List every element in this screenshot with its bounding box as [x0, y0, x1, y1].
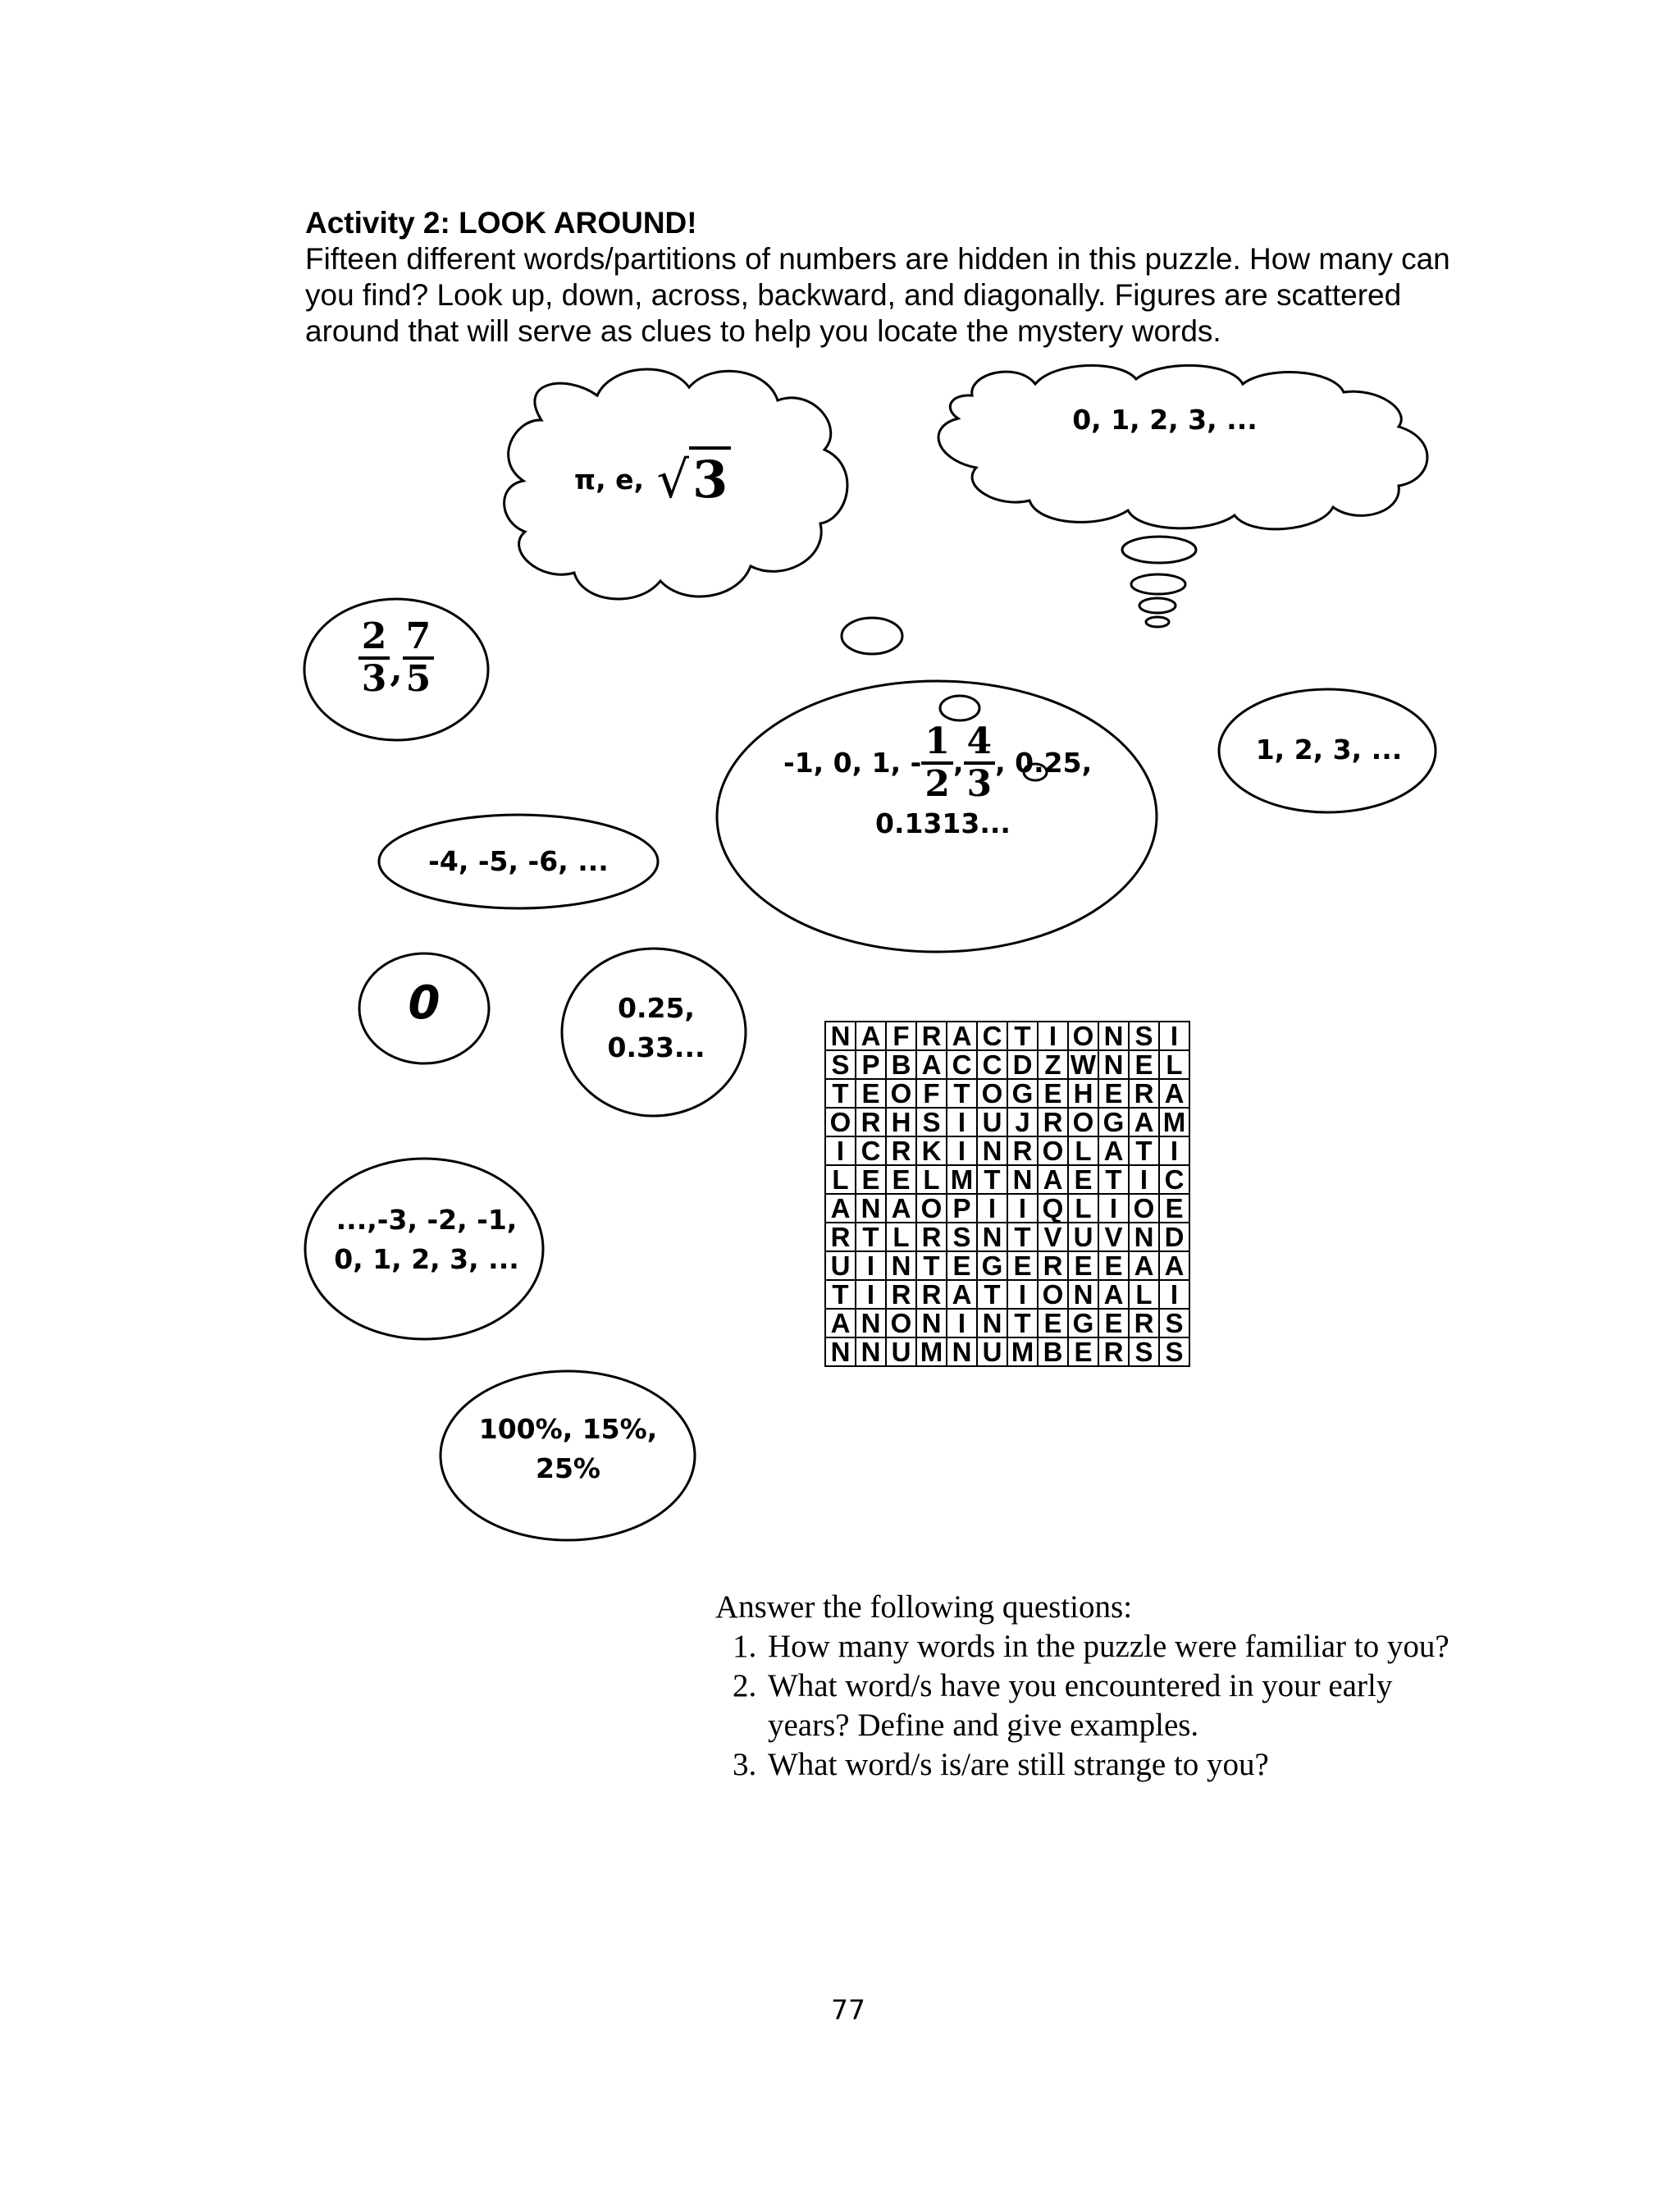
percent-line2: 25% — [536, 1452, 600, 1484]
grid-cell: T — [1129, 1136, 1159, 1165]
grid-cell: A — [1159, 1079, 1189, 1108]
grid-cell: R — [1038, 1251, 1068, 1280]
question-item: 1. How many words in the puzzle were familiar to you? — [765, 1627, 1454, 1667]
grid-cell: M — [1007, 1337, 1038, 1366]
grid-cell: N — [977, 1136, 1007, 1165]
grid-cell: T — [825, 1079, 856, 1108]
clue-real — [783, 722, 1095, 844]
grid-cell: U — [825, 1251, 856, 1280]
grid-cell: O — [886, 1309, 916, 1337]
grid-cell: S — [1129, 1337, 1159, 1366]
word-search-grid — [824, 1021, 1190, 1367]
grid-cell: G — [977, 1251, 1007, 1280]
grid-cell: N — [977, 1309, 1007, 1337]
clue-percent — [476, 1410, 660, 1488]
grid-cell: E — [1038, 1309, 1068, 1337]
grid-cell: N — [856, 1309, 886, 1337]
grid-cell: E — [1159, 1194, 1189, 1223]
grid-cell: B — [1038, 1337, 1068, 1366]
grid-cell: S — [1129, 1022, 1159, 1050]
grid-cell: N — [856, 1194, 886, 1223]
grid-cell: S — [825, 1050, 856, 1079]
grid-cell: T — [916, 1251, 947, 1280]
frac-den: 3 — [361, 658, 387, 700]
grid-row — [825, 1165, 1189, 1194]
integers-line2: 0, 1, 2, 3, ... — [334, 1242, 519, 1275]
grid-cell: I — [1038, 1022, 1068, 1050]
grid-cell: R — [1129, 1079, 1159, 1108]
grid-cell: A — [1129, 1108, 1159, 1136]
grid-cell: J — [1007, 1108, 1038, 1136]
grid-cell: O — [825, 1108, 856, 1136]
grid-cell: L — [886, 1223, 916, 1251]
grid-row — [825, 1108, 1189, 1136]
grid-cell: U — [1068, 1223, 1098, 1251]
grid-cell: S — [1159, 1309, 1189, 1337]
frac-den: 5 — [405, 658, 431, 700]
grid-cell: C — [947, 1050, 977, 1079]
grid-cell: O — [1068, 1108, 1098, 1136]
grid-cell: I — [977, 1194, 1007, 1223]
grid-cell: N — [947, 1337, 977, 1366]
grid-cell: U — [886, 1337, 916, 1366]
grid-cell: N — [1007, 1165, 1038, 1194]
grid-cell: D — [1159, 1223, 1189, 1251]
grid-cell: R — [916, 1280, 947, 1309]
grid-cell: N — [1098, 1050, 1129, 1079]
grid-cell: T — [856, 1223, 886, 1251]
grid-cell: I — [856, 1251, 886, 1280]
grid-cell: O — [886, 1079, 916, 1108]
grid-cell: R — [916, 1223, 947, 1251]
grid-cell: P — [856, 1050, 886, 1079]
grid-cell: T — [977, 1165, 1007, 1194]
grid-row — [825, 1050, 1189, 1079]
grid-cell: E — [1038, 1079, 1068, 1108]
grid-cell: T — [1098, 1165, 1129, 1194]
frac-num: 1 — [921, 722, 953, 765]
grid-cell: R — [1038, 1108, 1068, 1136]
grid-cell: I — [856, 1280, 886, 1309]
clue-fractions — [343, 617, 450, 699]
grid-cell: R — [1098, 1337, 1129, 1366]
grid-cell: N — [1129, 1223, 1159, 1251]
grid-cell: E — [1129, 1050, 1159, 1079]
grid-cell: O — [1038, 1136, 1068, 1165]
grid-cell: E — [947, 1251, 977, 1280]
grid-cell: O — [977, 1079, 1007, 1108]
frac-num: 2 — [358, 617, 390, 660]
grid-cell: C — [977, 1022, 1007, 1050]
activity-instructions: Fifteen different words/partitions of numbers are hidden in this puzzle. How many can you find? Look up, down, across, backward, and diagonally. Figures are scattered around that will serve as clues to help you locate the mystery words. — [305, 242, 1450, 348]
grid-cell: O — [1068, 1022, 1098, 1050]
grid-cell: E — [856, 1079, 886, 1108]
grid-cell: T — [1007, 1223, 1038, 1251]
grid-cell: S — [947, 1223, 977, 1251]
grid-cell: E — [1098, 1309, 1129, 1337]
grid-row — [825, 1022, 1189, 1050]
radicand: 3 — [689, 446, 731, 510]
question-item: 3. What word/s is/are still strange to you? — [765, 1745, 1454, 1785]
grid-row — [825, 1194, 1189, 1223]
grid-cell: L — [1159, 1050, 1189, 1079]
grid-cell: A — [947, 1280, 977, 1309]
grid-cell: N — [886, 1251, 916, 1280]
grid-cell: H — [886, 1108, 916, 1136]
real-line2: 0.1313... — [875, 807, 1011, 839]
radical-sign: √ — [656, 450, 690, 510]
clue-whole: 0, 1, 2, 3, ... — [1072, 404, 1258, 436]
grid-cell: T — [977, 1280, 1007, 1309]
page-number: 77 — [831, 1994, 865, 2026]
clue-natural: 1, 2, 3, ... — [1255, 734, 1403, 766]
frac-separator: , — [390, 648, 403, 691]
grid-cell: A — [886, 1194, 916, 1223]
grid-cell: R — [856, 1108, 886, 1136]
grid-cell: B — [886, 1050, 916, 1079]
grid-cell: A — [1038, 1165, 1068, 1194]
frac-den: 2 — [924, 763, 950, 805]
integers-line1: ...,-3, -2, -1, — [336, 1204, 518, 1236]
grid-cell: F — [886, 1022, 916, 1050]
grid-cell: I — [1007, 1194, 1038, 1223]
grid-row — [825, 1136, 1189, 1165]
grid-cell: I — [825, 1136, 856, 1165]
grid-cell: O — [1038, 1280, 1068, 1309]
grid-cell: G — [1007, 1079, 1038, 1108]
grid-cell: I — [947, 1136, 977, 1165]
grid-cell: R — [825, 1223, 856, 1251]
grid-cell: M — [947, 1165, 977, 1194]
grid-cell: M — [916, 1337, 947, 1366]
decimals-line1: 0.25, — [618, 992, 695, 1024]
grid-cell: N — [1068, 1280, 1098, 1309]
grid-cell: L — [916, 1165, 947, 1194]
real-prefix: -1, 0, 1, - — [783, 747, 922, 780]
questions-list — [715, 1627, 1454, 1785]
grid-cell: R — [886, 1136, 916, 1165]
grid-row — [825, 1223, 1189, 1251]
grid-cell: O — [916, 1194, 947, 1223]
grid-cell: L — [1068, 1136, 1098, 1165]
grid-cell: A — [1098, 1136, 1129, 1165]
cloud-whole — [938, 365, 1427, 528]
grid-cell: N — [1098, 1022, 1129, 1050]
grid-cell: R — [916, 1022, 947, 1050]
grid-cell: E — [1068, 1165, 1098, 1194]
grid-cell: E — [1098, 1251, 1129, 1280]
frac-num: 7 — [403, 617, 435, 660]
decimals-line2: 0.33... — [607, 1031, 705, 1063]
grid-cell: I — [1007, 1280, 1038, 1309]
frac-num: 4 — [964, 722, 996, 765]
question-item: 2. What word/s have you encountered in your early years? Define and give examples. — [765, 1667, 1454, 1745]
percent-line1: 100%, 15%, — [478, 1413, 658, 1445]
grid-cell: E — [1007, 1251, 1038, 1280]
grid-cell: U — [977, 1108, 1007, 1136]
grid-row — [825, 1251, 1189, 1280]
clue-decimals — [574, 989, 738, 1068]
grid-cell: I — [947, 1108, 977, 1136]
grid-cell: D — [1007, 1050, 1038, 1079]
grid-cell: P — [947, 1194, 977, 1223]
grid-cell: F — [916, 1079, 947, 1108]
grid-cell: G — [1098, 1108, 1129, 1136]
grid-cell: O — [1129, 1194, 1159, 1223]
clue-negative: -4, -5, -6, ... — [428, 845, 609, 877]
grid-cell: A — [916, 1050, 947, 1079]
grid-cell: R — [886, 1280, 916, 1309]
grid-cell: A — [1129, 1251, 1159, 1280]
grid-cell: C — [856, 1136, 886, 1165]
grid-cell: E — [886, 1165, 916, 1194]
clue-integers — [328, 1200, 525, 1279]
grid-cell: N — [977, 1223, 1007, 1251]
grid-cell: T — [947, 1079, 977, 1108]
grid-cell: L — [825, 1165, 856, 1194]
grid-row — [825, 1280, 1189, 1309]
grid-cell: N — [916, 1309, 947, 1337]
grid-cell: T — [825, 1280, 856, 1309]
grid-cell: E — [1068, 1251, 1098, 1280]
grid-cell: R — [1129, 1309, 1159, 1337]
grid-cell: A — [1098, 1280, 1129, 1309]
grid-cell: V — [1098, 1223, 1129, 1251]
frac-den: 3 — [966, 763, 993, 805]
grid-cell: N — [825, 1022, 856, 1050]
grid-row — [825, 1337, 1189, 1366]
grid-cell: C — [1159, 1165, 1189, 1194]
grid-cell: S — [1159, 1337, 1189, 1366]
grid-row — [825, 1079, 1189, 1108]
real-suffix: , 0.25, — [995, 747, 1093, 780]
grid-cell: K — [916, 1136, 947, 1165]
grid-cell: A — [825, 1309, 856, 1337]
grid-cell: V — [1038, 1223, 1068, 1251]
grid-cell: Q — [1038, 1194, 1068, 1223]
grid-cell: L — [1129, 1280, 1159, 1309]
clue-irrational-text: π, e, — [574, 464, 645, 496]
grid-cell: H — [1068, 1079, 1098, 1108]
grid-cell: E — [1068, 1337, 1098, 1366]
grid-cell: L — [1068, 1194, 1098, 1223]
activity-title: Activity 2: LOOK AROUND! — [305, 206, 697, 240]
clue-irrational — [574, 443, 788, 517]
grid-cell: Z — [1038, 1050, 1068, 1079]
clue-zero: 0 — [408, 976, 441, 1030]
grid-cell: A — [856, 1022, 886, 1050]
grid-cell: E — [856, 1165, 886, 1194]
grid-cell: A — [1159, 1251, 1189, 1280]
grid-cell: W — [1068, 1050, 1098, 1079]
grid-cell: E — [1098, 1079, 1129, 1108]
grid-cell: I — [1159, 1022, 1189, 1050]
grid-cell: I — [947, 1309, 977, 1337]
grid-cell: G — [1068, 1309, 1098, 1337]
grid-cell: I — [1129, 1165, 1159, 1194]
grid-cell: I — [1098, 1194, 1129, 1223]
real-sep: , — [952, 747, 964, 780]
grid-cell: A — [947, 1022, 977, 1050]
grid-cell: S — [916, 1108, 947, 1136]
grid-cell: M — [1159, 1108, 1189, 1136]
grid-cell: I — [1159, 1280, 1189, 1309]
grid-cell: N — [856, 1337, 886, 1366]
grid-cell: I — [1159, 1136, 1189, 1165]
grid-cell: T — [1007, 1309, 1038, 1337]
grid-cell: N — [825, 1337, 856, 1366]
grid-row — [825, 1309, 1189, 1337]
grid-cell: T — [1007, 1022, 1038, 1050]
grid-cell: C — [977, 1050, 1007, 1079]
grid-cell: A — [825, 1194, 856, 1223]
questions-intro: Answer the following questions: — [715, 1589, 1133, 1625]
grid-cell: U — [977, 1337, 1007, 1366]
questions-section — [715, 1588, 1454, 1785]
grid-cell: R — [1007, 1136, 1038, 1165]
